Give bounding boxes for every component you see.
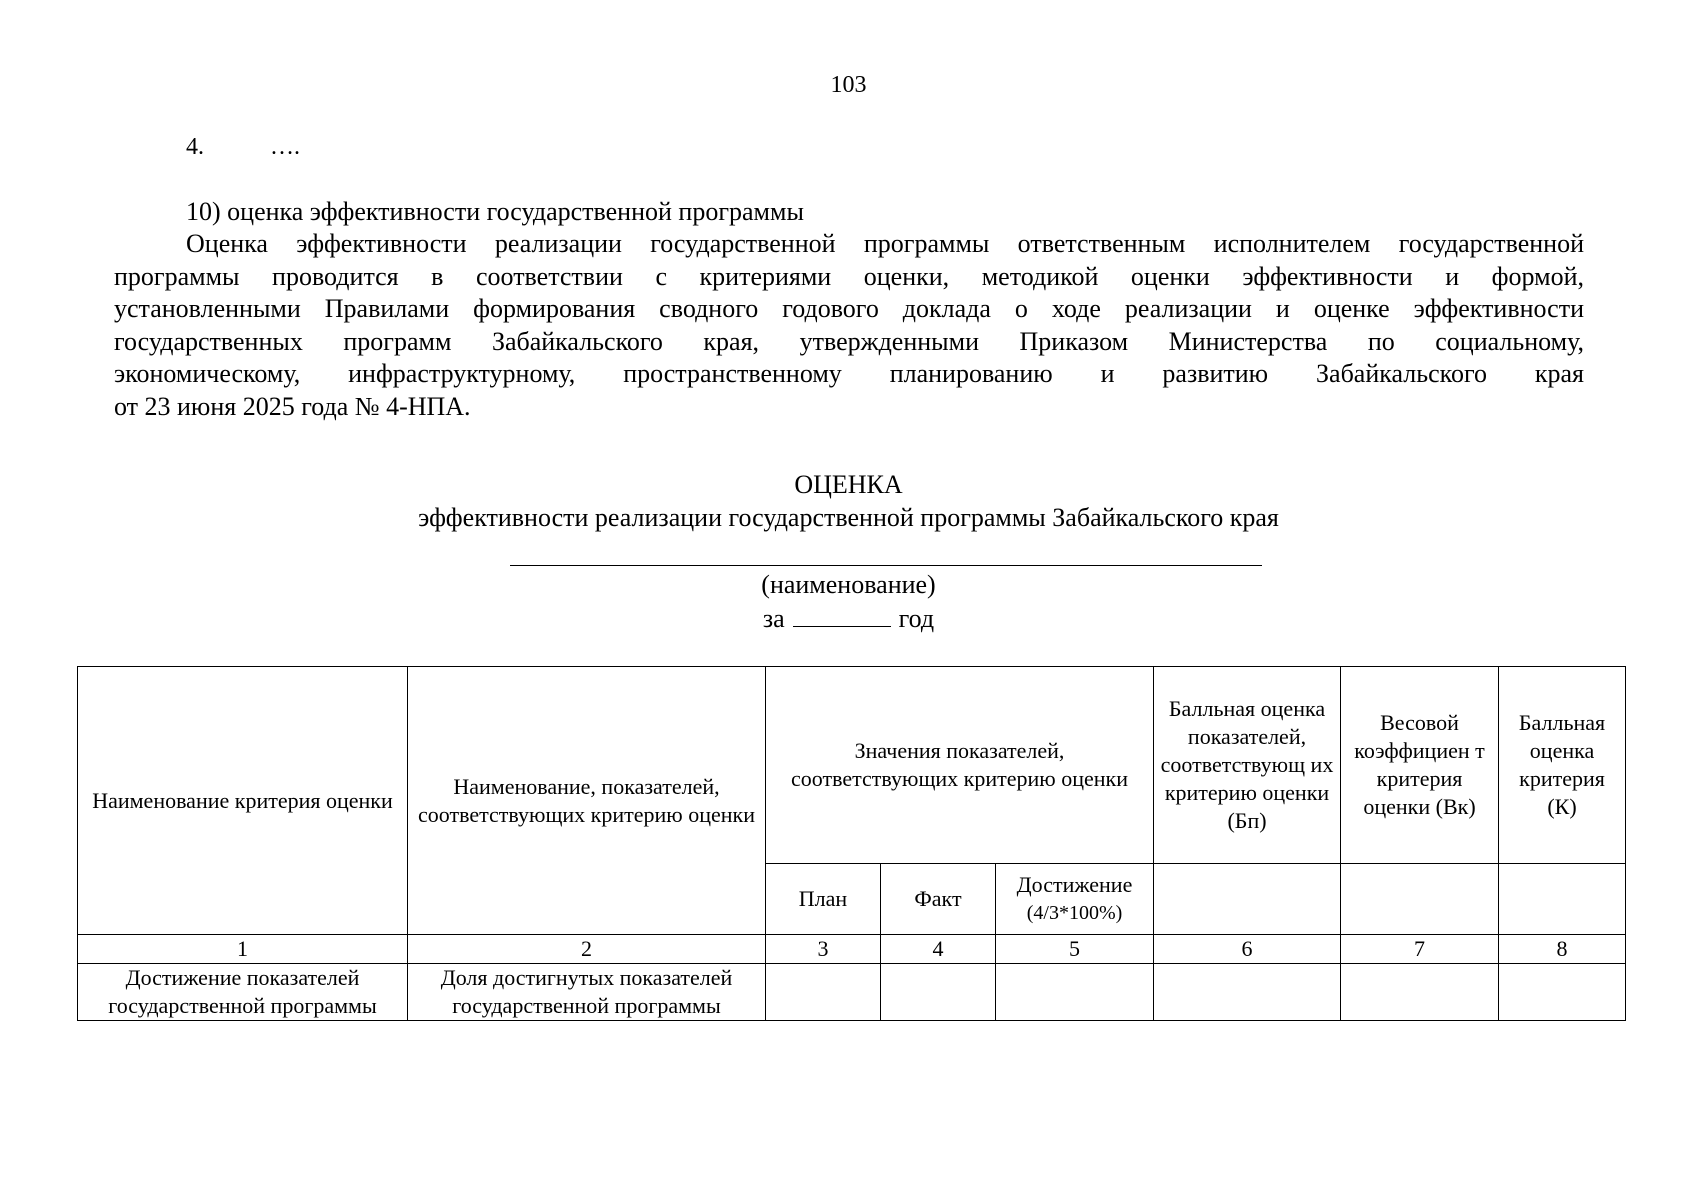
- form-subtitle: эффективности реализации государственной программы Забайкальского края: [418, 503, 1279, 532]
- header-indicator-name: Наименование, показателей, соответствующих критерию оценки: [408, 667, 766, 935]
- header-sub-empty: [1154, 864, 1341, 935]
- column-number: 7: [1341, 935, 1499, 964]
- cell-score-indicators: [1154, 964, 1341, 1021]
- column-number-row: [78, 935, 1626, 964]
- form-title: ОЦЕНКА: [794, 470, 903, 499]
- paragraph-line: от 23 июня 2025 года № 4-НПА.: [114, 391, 471, 421]
- column-number: 8: [1499, 935, 1626, 964]
- evaluation-table: [77, 666, 1626, 1021]
- header-sub-empty: [1499, 864, 1626, 935]
- paragraph-line: экономическому, инфраструктурному, пространственному планированию и развитию Забайкальского края: [114, 359, 1584, 389]
- column-number: 6: [1154, 935, 1341, 964]
- header-weight-coefficient: Весовой коэффициен т критерия оценки (Вк): [1341, 667, 1499, 864]
- body-paragraph: [114, 228, 1584, 424]
- cell-fact: [881, 964, 996, 1021]
- list-item-4: [186, 134, 300, 161]
- cell-plan: [766, 964, 881, 1021]
- header-score-criterion: Балльная оценка критерия (К): [1499, 667, 1626, 864]
- header-criterion-name: Наименование критерия оценки: [78, 667, 408, 935]
- cell-criterion: Достижение показателей государственной программы: [78, 964, 408, 1021]
- header-indicator-values: Значения показателей, соответствующих критерию оценки: [766, 667, 1154, 864]
- header-achievement-label: Достижение: [1016, 872, 1133, 897]
- column-number: 3: [766, 935, 881, 964]
- header-fact: Факт: [881, 864, 996, 935]
- paragraph-line: Оценка эффективности реализации государственной программы ответственным исполнителем государственной: [186, 229, 1584, 258]
- header-sub-empty: [1341, 864, 1499, 935]
- header-achievement-formula: (4/3*100%): [1026, 902, 1123, 924]
- paragraph-line: установленными Правилами формирования сводного годового доклада о ходе реализации и оценке эффективности: [114, 294, 1584, 324]
- header-plan: План: [766, 864, 881, 935]
- cell-indicator: Доля достигнутых показателей государственной программы: [408, 964, 766, 1021]
- cell-score-criterion: [1499, 964, 1626, 1021]
- section-subheading: 10) оценка эффективности государственной программы: [186, 197, 804, 226]
- name-caption: (наименование): [761, 570, 936, 599]
- column-number: 4: [881, 935, 996, 964]
- year-line: [0, 602, 1697, 634]
- cell-weight: [1341, 964, 1499, 1021]
- table-row: [78, 964, 1626, 1021]
- page-number: 103: [830, 72, 867, 98]
- list-item-number: 4.: [186, 134, 204, 160]
- list-item-ellipsis: ….: [270, 134, 300, 160]
- column-number: 2: [408, 935, 766, 964]
- year-suffix: год: [898, 604, 935, 633]
- paragraph-line: государственных программ Забайкальского края, утвержденными Приказом Министерства по социальному,: [114, 326, 1584, 356]
- cell-achievement: [996, 964, 1154, 1021]
- year-prefix: за: [762, 604, 785, 633]
- column-number: 1: [78, 935, 408, 964]
- header-achievement: [996, 864, 1154, 935]
- paragraph-line: программы проводится в соответствии с критериями оценки, методикой оценки эффективности и формой,: [114, 261, 1584, 291]
- year-blank: [793, 602, 891, 627]
- header-score-indicators: Балльная оценка показателей, соответствующ их критерию оценки (Бп): [1154, 667, 1341, 864]
- column-number: 5: [996, 935, 1154, 964]
- name-fill-line: [510, 565, 1262, 566]
